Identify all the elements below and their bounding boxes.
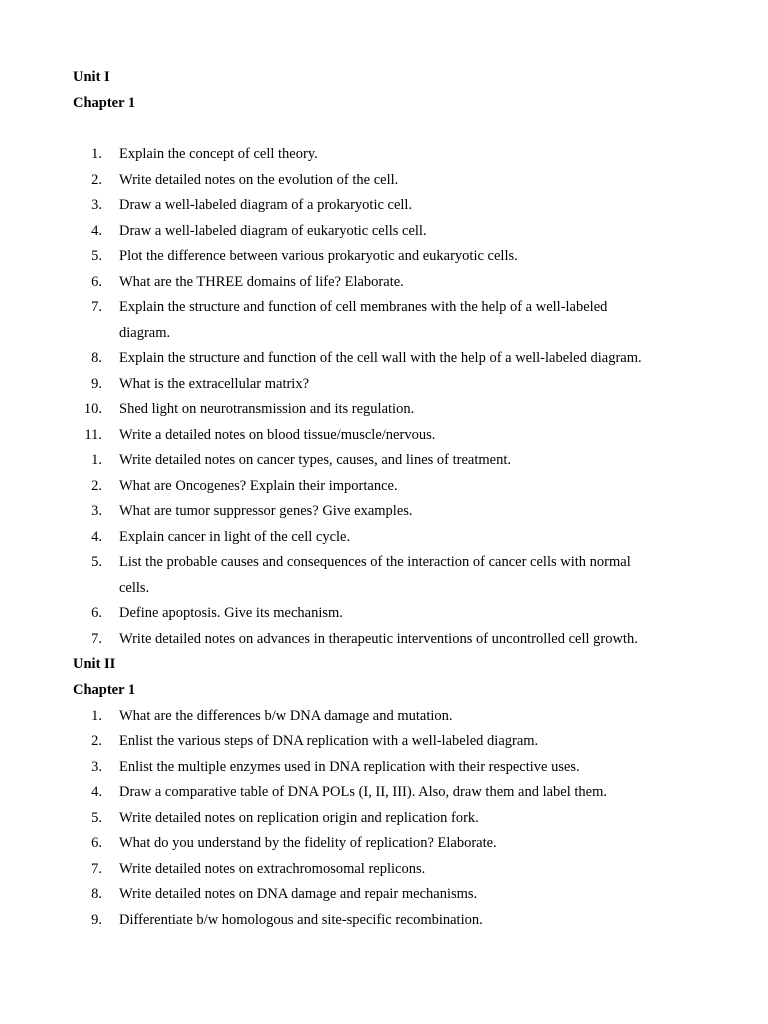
list-item-text: Enlist the various steps of DNA replication with a well-labeled diagram. xyxy=(119,733,539,749)
list-item-text: Plot the difference between various prokaryotic and eukaryotic cells. xyxy=(119,248,518,264)
list-item-number: 3. xyxy=(91,503,102,519)
unit-heading: Unit I xyxy=(73,69,110,85)
list-item-number: 4. xyxy=(91,222,102,239)
list-item-text: What do you understand by the fidelity of replication? Elaborate. xyxy=(119,835,497,851)
list-item-text: Write detailed notes on replication origin and replication fork. xyxy=(119,809,479,826)
unit-heading: Unit II xyxy=(73,656,116,672)
list-item-number: 6. xyxy=(91,835,102,851)
list-item-number: 1. xyxy=(91,707,102,724)
list-item-text: Draw a comparative table of DNA POLs (I, II, III). Also, draw them and label them. xyxy=(119,784,608,800)
list-item-number: 2. xyxy=(91,477,102,494)
list-item-number: 8. xyxy=(91,350,102,366)
list-item-number: 7. xyxy=(91,860,102,877)
list-item-number: 9. xyxy=(91,375,102,392)
list-item-number: 6. xyxy=(91,273,102,290)
list-item-number: 9. xyxy=(91,911,102,928)
list-item-text: Write detailed notes on advances in therapeutic interventions of uncontrolled cell growth. xyxy=(119,630,638,647)
list-item-text: Explain the structure and function of the cell wall with the help of a well-labeled diagram. xyxy=(119,350,642,366)
list-item-text: Explain the concept of cell theory. xyxy=(119,146,318,162)
list-item-number: 3. xyxy=(91,758,102,775)
list-item-number: 5. xyxy=(91,554,102,570)
list-item-text: Write detailed notes on extrachromosomal replicons. xyxy=(119,860,426,877)
list-item-text: Define apoptosis. Give its mechanism. xyxy=(119,605,343,621)
list-item-text: Write detailed notes on DNA damage and repair mechanisms. xyxy=(119,886,478,902)
list-item-number: 11. xyxy=(84,426,102,443)
list-item-number: 1. xyxy=(91,146,102,162)
list-item-number: 10. xyxy=(83,401,102,417)
list-item-number: 8. xyxy=(91,886,102,902)
list-item-text: What are tumor suppressor genes? Give examples. xyxy=(119,503,413,519)
list-item-text: Write a detailed notes on blood tissue/muscle/nervous. xyxy=(119,426,436,443)
chapter-heading: Chapter 1 xyxy=(73,95,136,111)
list-item-continuation: cells. xyxy=(119,579,150,596)
list-item-number: 4. xyxy=(91,784,102,800)
list-item-text: Draw a well-labeled diagram of a prokaryotic cell. xyxy=(119,197,413,213)
list-item-text: What are Oncogenes? Explain their importance. xyxy=(119,477,398,494)
list-item-number: 6. xyxy=(91,605,102,621)
list-item-number: 5. xyxy=(91,248,102,264)
list-item-text: Enlist the multiple enzymes used in DNA replication with their respective uses. xyxy=(119,758,580,775)
list-item-text: Write detailed notes on cancer types, causes, and lines of treatment. xyxy=(119,452,511,468)
list-item-continuation: diagram. xyxy=(119,324,171,341)
list-item-text: Differentiate b/w homologous and site-specific recombination. xyxy=(119,911,483,928)
list-item-number: 1. xyxy=(91,452,102,468)
list-item-number: 2. xyxy=(91,171,102,188)
list-item-text: Explain cancer in light of the cell cycle. xyxy=(119,528,351,545)
list-item-number: 7. xyxy=(91,630,102,647)
list-item-number: 7. xyxy=(91,299,102,315)
list-item-text: What is the extracellular matrix? xyxy=(119,375,310,392)
list-item-text: What are the THREE domains of life? Elaborate. xyxy=(119,273,404,290)
list-item-text: Shed light on neurotransmission and its regulation. xyxy=(119,401,415,417)
list-item-number: 5. xyxy=(91,809,102,826)
chapter-heading: Chapter 1 xyxy=(73,682,136,698)
list-item-number: 2. xyxy=(91,733,102,749)
list-item-number: 3. xyxy=(91,197,102,213)
list-item-text: Explain the structure and function of cell membranes with the help of a well-labeled xyxy=(119,299,608,315)
list-item-number: 4. xyxy=(91,528,102,545)
list-item-text: List the probable causes and consequences of the interaction of cancer cells with normal xyxy=(119,554,631,570)
list-item-text: What are the differences b/w DNA damage and mutation. xyxy=(119,707,453,724)
list-item-text: Write detailed notes on the evolution of the cell. xyxy=(119,171,399,188)
list-item-text: Draw a well-labeled diagram of eukaryotic cells cell. xyxy=(119,222,427,239)
